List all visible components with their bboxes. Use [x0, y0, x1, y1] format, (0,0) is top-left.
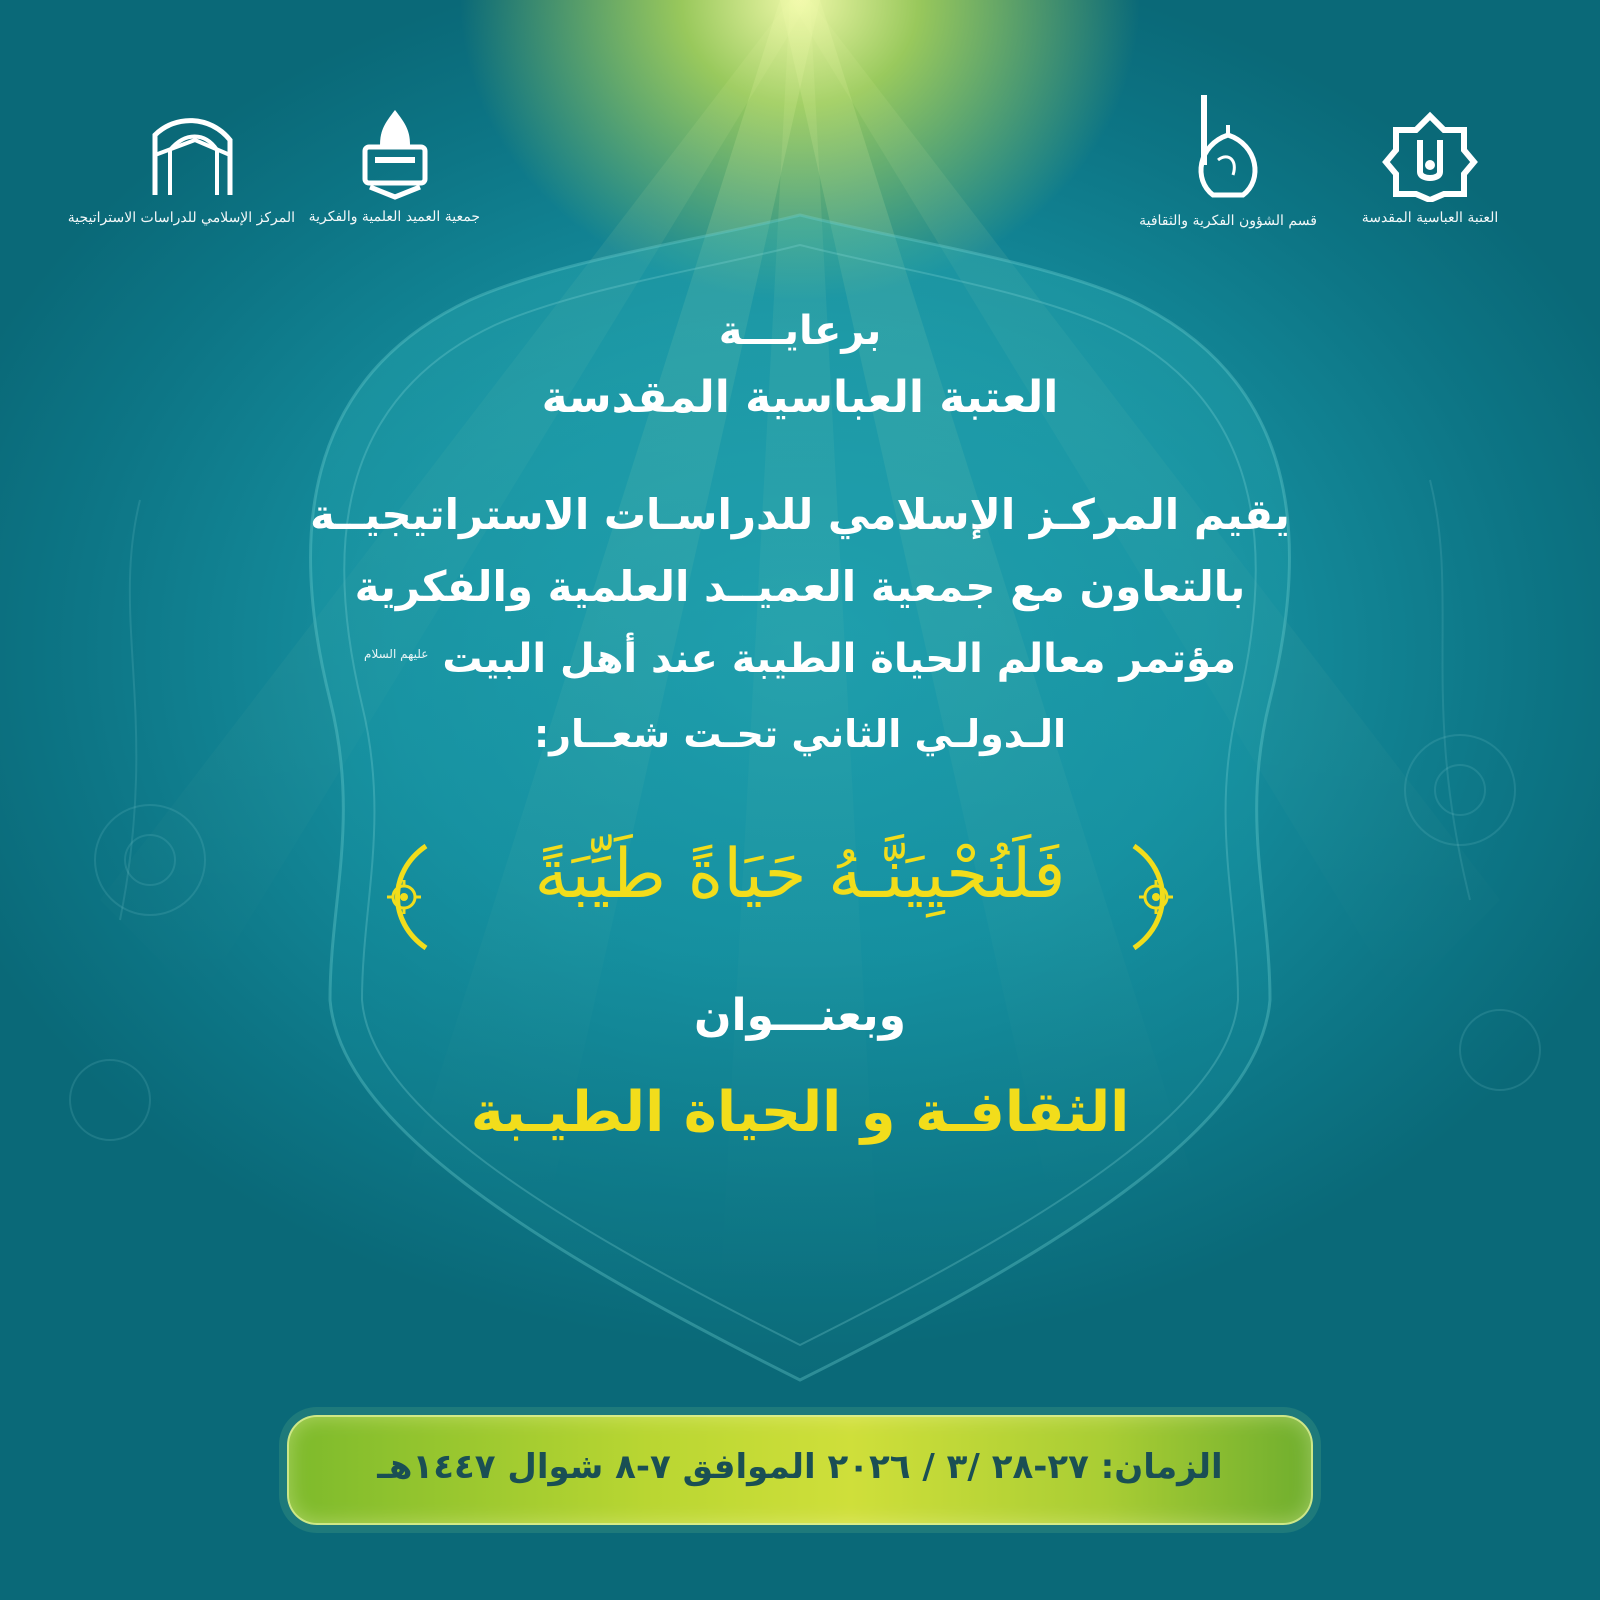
- honorific-text: عليهم السلام: [364, 646, 429, 661]
- conference-title-text: مؤتمر معالم الحياة الطيبة عند أهل البيت: [442, 636, 1236, 682]
- islamic-center-logo-icon: [135, 110, 245, 202]
- logo-caption: جمعية العميد العلمية والفكرية: [308, 209, 480, 225]
- titled-label: وبعنـــوان: [693, 990, 906, 1041]
- logo-alameed-society: [310, 105, 480, 225]
- date-text: الزمان: ٢٧-٢٨ /٣ / ٢٠٢٦ الموافق ٧-٨ شوال ١٤٤٧هـ: [377, 1447, 1223, 1487]
- alameed-society-logo-icon: [355, 105, 435, 201]
- intro-line-1: يقيم المركـز الإسلامي للدراسـات الاستراتيجيــة: [310, 490, 1290, 539]
- sponsor-label: برعايـــة: [718, 308, 882, 354]
- conference-title: [200, 636, 1400, 682]
- logo-caption: قسم الشؤون الفكرية والثقافية: [1139, 213, 1317, 229]
- date-box: [287, 1415, 1313, 1525]
- logo-caption: المركز الإسلامي للدراسات الاستراتيجية: [67, 210, 295, 226]
- abbas-shrine-logo-icon: [1382, 110, 1478, 202]
- cultural-affairs-logo-icon: [1183, 90, 1273, 205]
- logo-caption: العتبة العباسية المقدسة: [1361, 210, 1499, 226]
- logo-intellectual-cultural-affairs: [1128, 90, 1328, 229]
- conference-theme: الثقافـة و الحياة الطيـبة: [470, 1080, 1130, 1145]
- sponsor-name: العتبة العباسية المقدسة: [541, 372, 1059, 423]
- logo-islamic-center: [67, 110, 295, 226]
- logo-abbas-shrine: [1340, 110, 1520, 226]
- slogan: فَلَنُحْيِيَنَّـهُ حَيَاةً طَيِّبَةً: [534, 835, 1066, 914]
- intro-line-2: بالتعاون مع جمعية العميــد العلمية والفكرية: [354, 562, 1246, 611]
- conference-subtitle: الـدولـي الثاني تحـت شعــار:: [533, 712, 1067, 756]
